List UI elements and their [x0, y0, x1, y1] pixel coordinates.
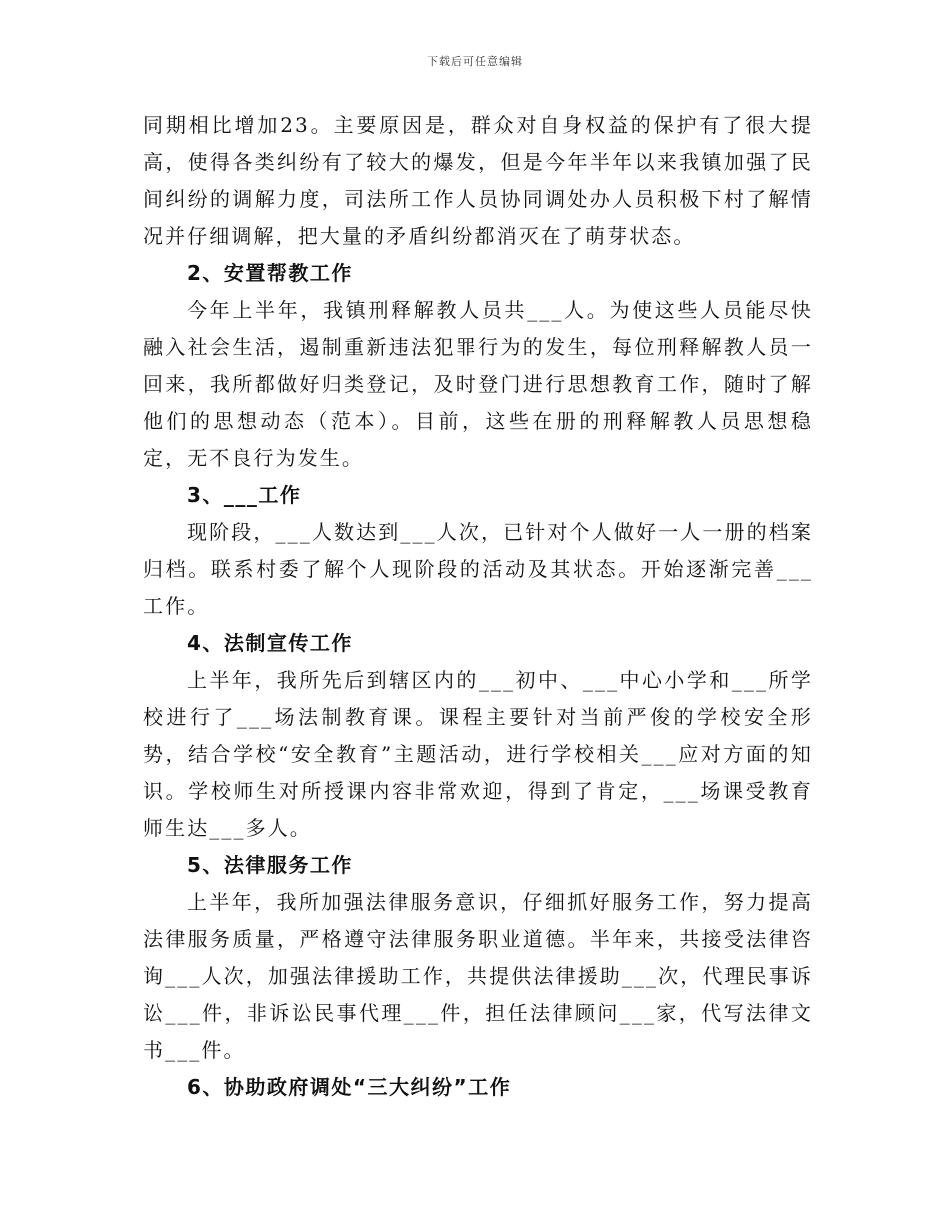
section-heading-blank-work: 3、___工作: [187, 483, 302, 507]
section-heading-three-disputes: 6、协助政府调处“三大纠纷”工作: [187, 1075, 512, 1099]
paragraph-dispute-summary: 同期相比增加23。主要原因是，群众对自身权益的保护有了很大提高，使得各类纠纷有了较大的爆发，但是今年半年以来我镇加强了民间纠纷的调解力度，司法所工作人员协同调处办人员积极下村了解情况并仔细调解，把大量的矛盾纠纷都消灭在了萌芽状态。: [143, 113, 813, 248]
section-heading-legal-publicity: 4、法制宣传工作: [187, 631, 353, 655]
document-body: [143, 107, 813, 1106]
paragraph-blank-work: 现阶段，___人数达到___人次，已针对个人做好一人一册的档案归档。联系村委了解个人现阶段的活动及其状态。开始逐渐完善___工作。: [143, 520, 813, 618]
page-header: 下载后可任意编辑: [427, 55, 523, 68]
section-heading-resettlement: 2、安置帮教工作: [187, 261, 353, 285]
paragraph-legal-services: 上半年，我所加强法律服务意识，仔细抓好服务工作，努力提高法律服务质量，严格遵守法律服务职业道德。半年来，共接受法律咨询___人次，加强法律援助工作，共提供法律援助___次，代理民事诉讼___件，非诉讼民事代理___件，担任法律顾问___家，代写法律文书___件。: [143, 890, 813, 1062]
paragraph-resettlement: 今年上半年，我镇刑释解教人员共___人。为使这些人员能尽快融入社会生活，遏制重新违法犯罪行为的发生，每位刑释解教人员一回来，我所都做好归类登记，及时登门进行思想教育工作，随时了解他们的思想动态（范本）。目前，这些在册的刑释解教人员思想稳定，无不良行为发生。: [143, 298, 813, 470]
paragraph-legal-publicity: 上半年，我所先后到辖区内的___初中、___中心小学和___所学校进行了___场法制教育课。课程主要针对当前严俊的学校安全形势，结合学校“安全教育”主题活动，进行学校相关___应对方面的知识。学校师生对所授课内容非常欢迎，得到了肯定，___场课受教育师生达___多人。: [143, 668, 813, 840]
section-heading-legal-services: 5、法律服务工作: [187, 853, 353, 877]
